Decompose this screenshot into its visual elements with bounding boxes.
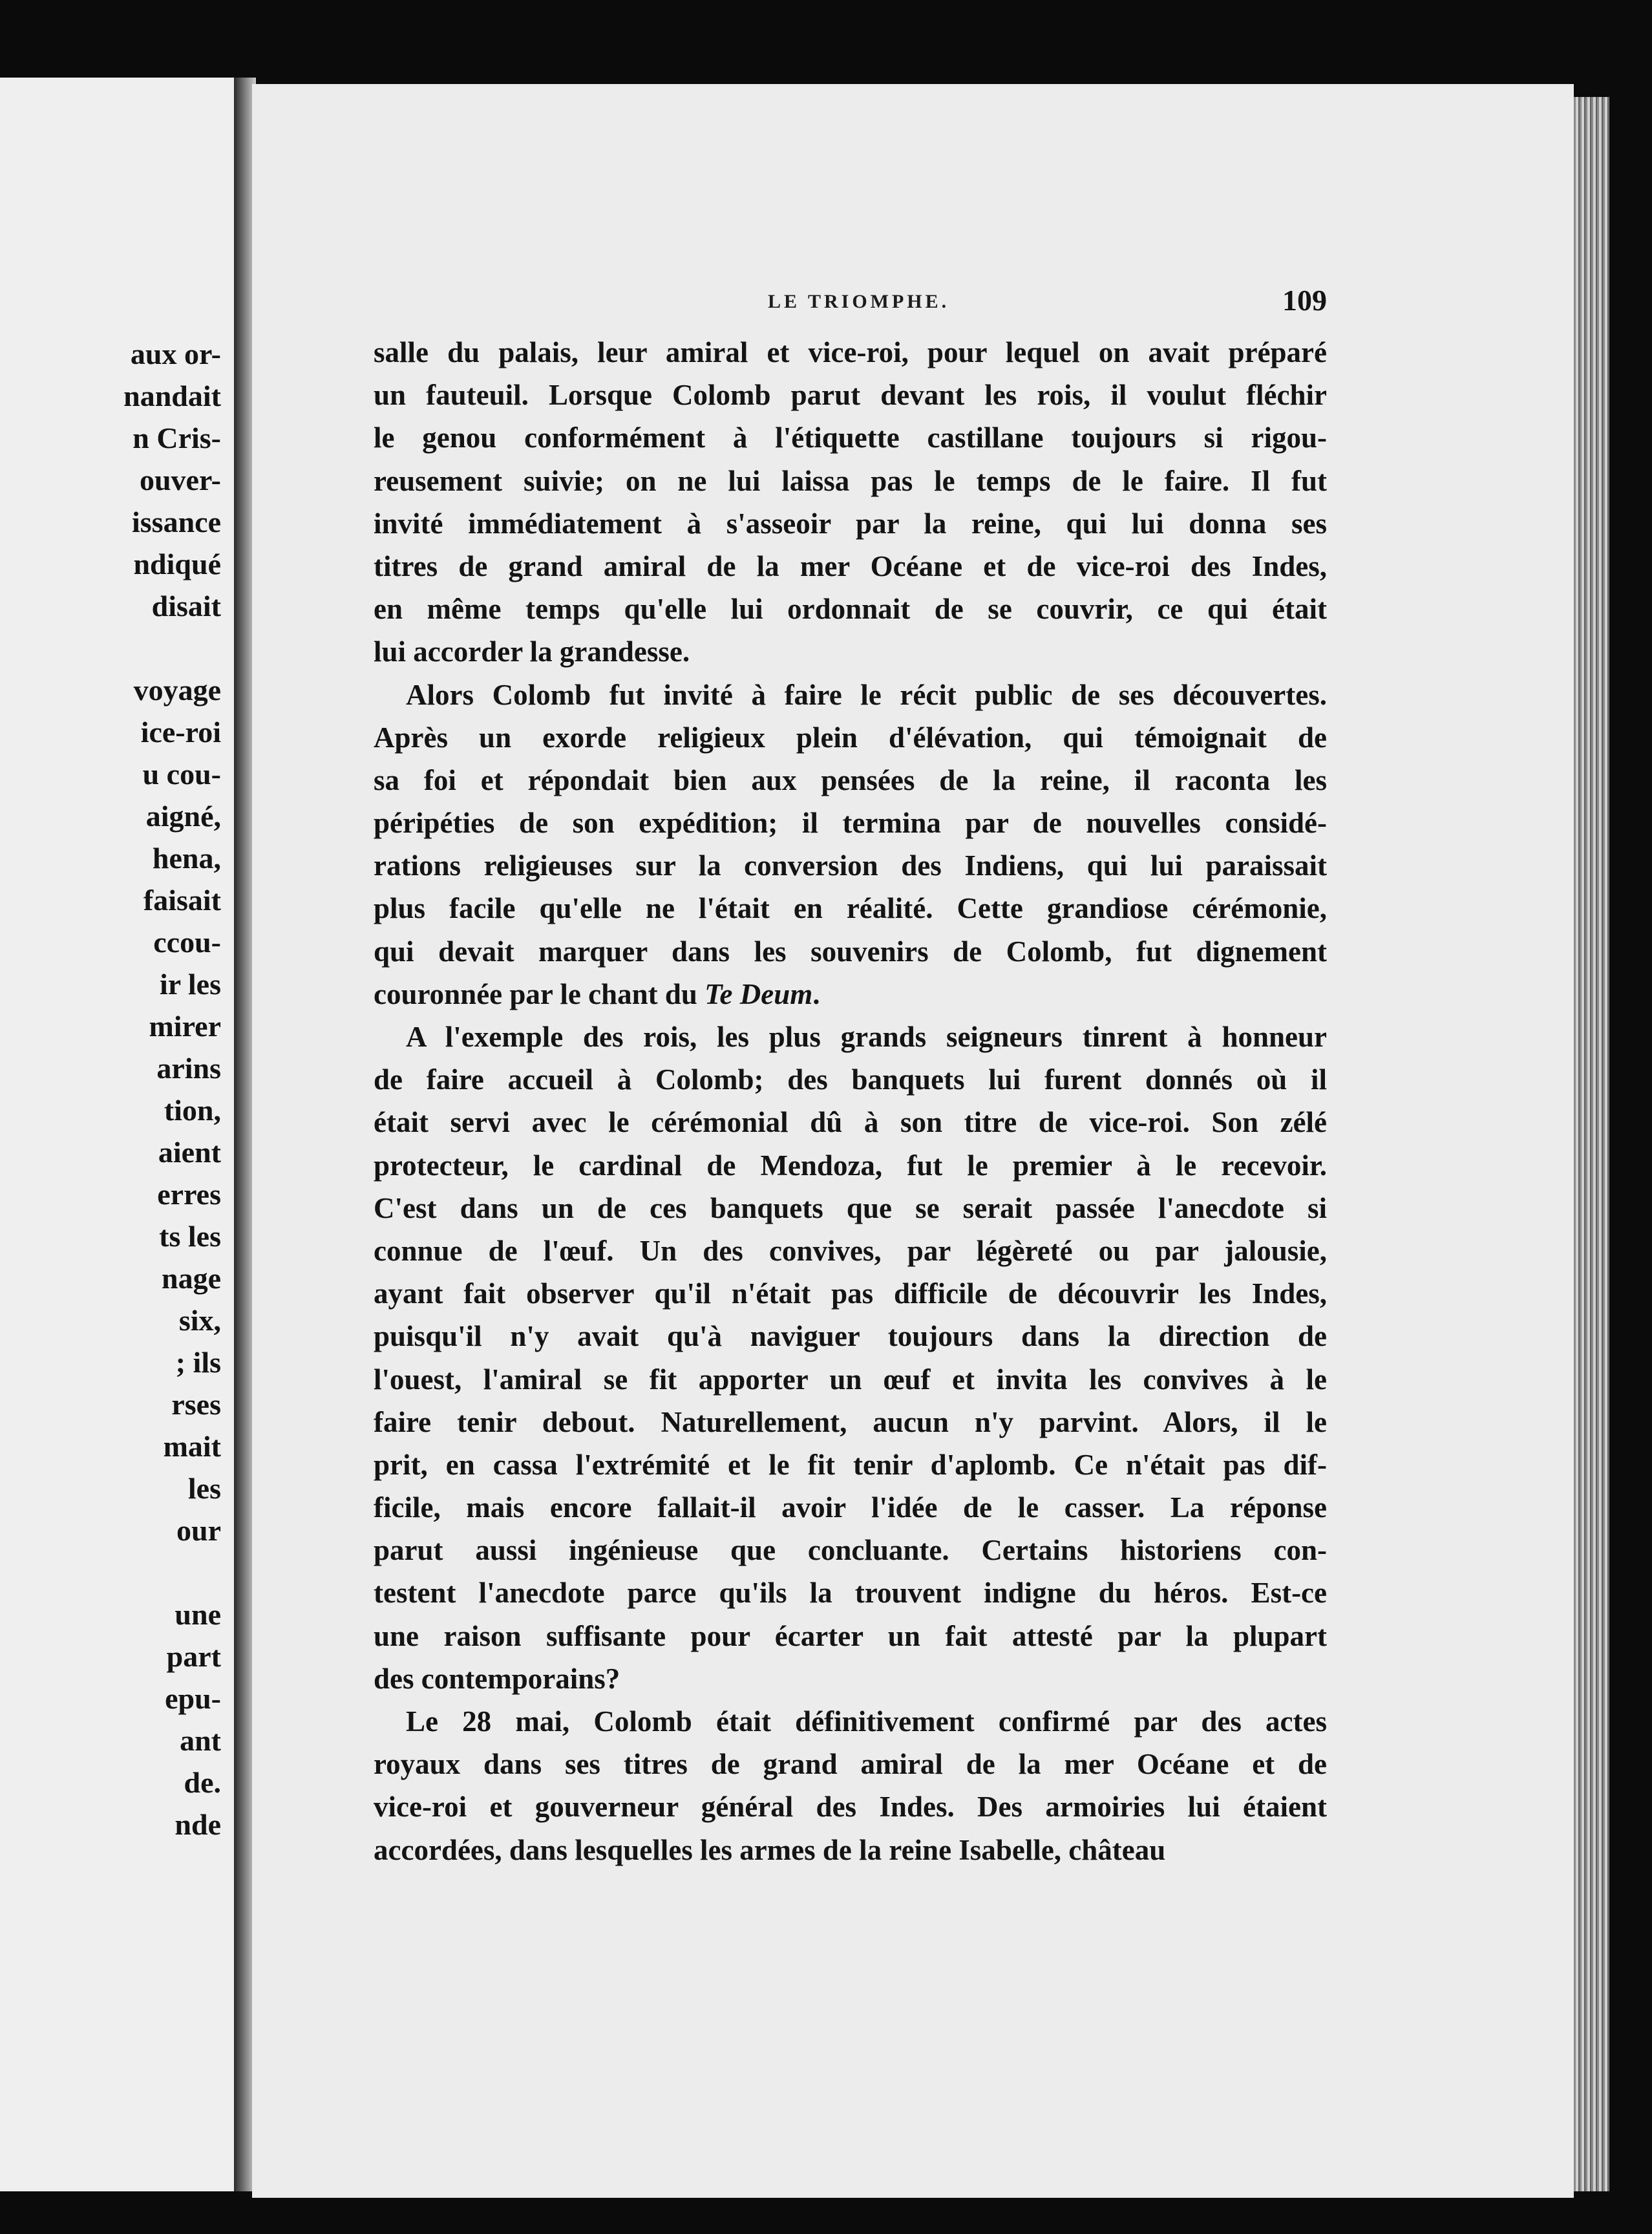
text-line: salle du palais, leur amiral et vice-roi, pour lequel on avait préparé xyxy=(374,336,1327,368)
text-line: de faire accueil à Colomb; des banquets lui furent donnés où il xyxy=(374,1063,1327,1096)
text-line: était servi avec le cérémonial dû à son titre de vice-roi. Son zélé xyxy=(374,1106,1327,1139)
page-number: 109 xyxy=(1282,284,1327,317)
left-page-line: nandait xyxy=(123,379,221,412)
text-line: plus facile qu'elle ne l'était en réalité. Cette grandiose cérémonie, xyxy=(374,892,1327,925)
text-line: prit, en cassa l'extrémité et le fit tenir d'aplomb. Ce n'était pas dif- xyxy=(374,1448,1327,1481)
text-line: C'est dans un de ces banquets que se serait passée l'anecdote si xyxy=(374,1191,1327,1224)
text-line: A l'exemple des rois, les plus grands seigneurs tinrent à honneur xyxy=(406,1021,1327,1053)
left-page-line: our xyxy=(176,1514,221,1547)
left-page-line: ir les xyxy=(160,968,221,1001)
page-header xyxy=(374,283,1327,322)
left-page-line: aient xyxy=(158,1136,221,1169)
left-page-line: six, xyxy=(178,1304,221,1337)
paragraph xyxy=(374,1700,1327,1871)
left-page-line: faisait xyxy=(143,884,221,917)
text-line: l'ouest, l'amiral se fit apporter un œuf et invita les convives à le xyxy=(374,1363,1327,1396)
page-edges xyxy=(1574,97,1609,2191)
left-page-line: hena, xyxy=(152,842,221,875)
paragraph xyxy=(374,1016,1327,1700)
text-line: Alors Colomb fut invité à faire le récit public de ses découvertes. xyxy=(406,678,1327,711)
left-page-line: de. xyxy=(184,1766,221,1799)
running-head: LE TRIOMPHE. xyxy=(768,291,950,312)
left-page-line: aigné, xyxy=(145,800,221,833)
left-page-line: ice-roi xyxy=(140,716,221,749)
left-page-line: ouver- xyxy=(139,463,221,496)
left-page-line: disait xyxy=(151,590,221,622)
left-page-line: arins xyxy=(156,1052,221,1085)
left-page-fragment xyxy=(0,78,238,2191)
left-page-line: ant xyxy=(180,1724,221,1757)
left-page-line: une xyxy=(175,1598,221,1631)
left-page-line: rses xyxy=(171,1388,221,1421)
text-line: testent l'anecdote parce qu'ils la trouvent indigne du héros. Est-ce xyxy=(374,1577,1327,1610)
text-line: rations religieuses sur la conversion des Indiens, qui lui paraissait xyxy=(374,849,1327,882)
left-page-line: mirer xyxy=(149,1010,221,1043)
left-page-line: nde xyxy=(175,1808,221,1841)
left-page-line: ts les xyxy=(159,1220,221,1253)
left-page-line: aux or- xyxy=(130,337,221,370)
paragraph xyxy=(374,674,1327,1016)
left-page-line: ccou- xyxy=(153,926,221,959)
left-page-line: n Cris- xyxy=(132,421,221,454)
text-line: sa foi et répondait bien aux pensées de la reine, il raconta les xyxy=(374,763,1327,796)
left-page-line: les xyxy=(187,1472,221,1505)
text-line: Après un exorde religieux plein d'élévation, qui témoignait de xyxy=(374,721,1327,754)
text-line: des contemporains? xyxy=(374,1662,620,1695)
text-line: ayant fait observer qu'il n'était pas difficile de découvrir les Indes, xyxy=(374,1277,1327,1310)
text-line: royaux dans ses titres de grand amiral de la mer Océane et de xyxy=(374,1748,1327,1781)
text-line: le genou conformément à l'étiquette castillane toujours si rigou- xyxy=(374,421,1327,454)
text-line: une raison suffisante pour écarter un fait attesté par la plupart xyxy=(374,1619,1327,1652)
left-page-line: tion, xyxy=(164,1094,221,1127)
text-line: péripéties de son expédition; il termina par de nouvelles considé- xyxy=(374,807,1327,840)
left-page-line: ; ils xyxy=(175,1346,221,1379)
text-line: faire tenir debout. Naturellement, aucun n'y parvint. Alors, il le xyxy=(374,1405,1327,1438)
left-page-line: ndiqué xyxy=(133,548,221,580)
text-line: vice-roi et gouverneur général des Indes. Des armoiries lui étaient xyxy=(374,1791,1327,1824)
text-line: titres de grand amiral de la mer Océane et de vice-roi des Indes, xyxy=(374,549,1327,582)
body-text xyxy=(374,331,1327,1871)
text-line: Le 28 mai, Colomb était définitivement confirmé par des actes xyxy=(406,1705,1327,1738)
left-page-line: issance xyxy=(132,505,221,538)
text-line: connue de l'œuf. Un des convives, par légèreté ou par jalousie, xyxy=(374,1234,1327,1267)
left-page-line: voyage xyxy=(133,674,221,707)
text-line: protecteur, le cardinal de Mendoza, fut le premier à le recevoir. xyxy=(374,1149,1327,1182)
text-line: un fauteuil. Lorsque Colomb parut devant les rois, il voulut fléchir xyxy=(374,379,1327,412)
text-line: invité immédiatement à s'asseoir par la reine, qui lui donna ses xyxy=(374,507,1327,540)
paragraph xyxy=(374,331,1327,674)
text-line: parut aussi ingénieuse que concluante. Certains historiens con- xyxy=(374,1534,1327,1567)
text-line: en même temps qu'elle lui ordonnait de se couvrir, ce qui était xyxy=(374,593,1327,626)
left-page-line: mait xyxy=(163,1430,221,1463)
left-page-line: erres xyxy=(157,1178,221,1211)
left-page-line: part xyxy=(166,1640,221,1673)
text-line: puisqu'il n'y avait qu'à naviguer toujours dans la direction de xyxy=(374,1320,1327,1353)
text-line: ficile, mais encore fallait-il avoir l'idée de le casser. La réponse xyxy=(374,1491,1327,1524)
left-page-line: epu- xyxy=(165,1682,221,1715)
text-line: reusement suivie; on ne lui laissa pas le temps de le faire. Il fut xyxy=(374,464,1327,497)
text-line: accordées, dans lesquelles les armes de la reine Isabelle, château xyxy=(374,1833,1166,1866)
left-page-line: nage xyxy=(162,1262,221,1295)
left-page-line: u cou- xyxy=(142,758,221,791)
text-line: lui accorder la grandesse. xyxy=(374,635,690,668)
text-line: couronnée par le chant du Te Deum. xyxy=(374,977,820,1010)
text-line: qui devait marquer dans les souvenirs de Colomb, fut dignement xyxy=(374,935,1327,968)
